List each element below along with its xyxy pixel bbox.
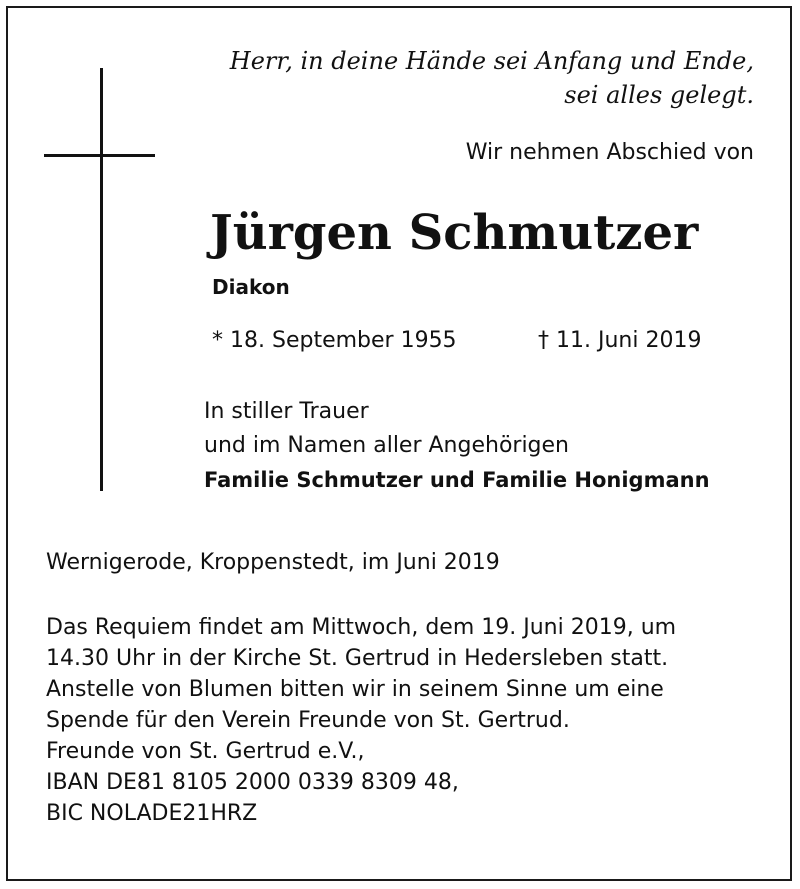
verse-line-1: Herr, in deine Hände sei Anfang und Ende, [229, 47, 754, 75]
notice-line: Spende für den Verein Freunde von St. Gertrud. [46, 708, 570, 733]
mourners-families: Familie Schmutzer und Familie Honigmann [204, 468, 710, 492]
cross-vertical-bar [100, 68, 103, 491]
cross-horizontal-bar [44, 154, 155, 157]
notice-line: Anstelle von Blumen bitten wir in seinem Sinne um eine [46, 677, 664, 702]
verse-line-2: sei alles gelegt. [564, 81, 754, 109]
mourners-block [204, 395, 710, 497]
place-and-date: Wernigerode, Kroppenstedt, im Juni 2019 [46, 550, 500, 575]
notice-line: IBAN DE81 8105 2000 0339 8309 48, [46, 770, 459, 795]
bible-verse [230, 44, 754, 112]
notice-line: 14.30 Uhr in der Kirche St. Gertrud in Hedersleben statt. [46, 646, 669, 671]
deceased-name: Jürgen Schmutzer [210, 205, 699, 261]
notice-line: Freunde von St. Gertrud e.V., [46, 739, 365, 764]
notice-line: BIC NOLADE21HRZ [46, 801, 258, 826]
notice-line: Das Requiem findet am Mittwoch, dem 19. Juni 2019, um [46, 615, 677, 640]
death-date: † 11. Juni 2019 [538, 328, 702, 353]
mourners-line-2: und im Namen aller Angehörigen [204, 433, 569, 458]
deceased-title: Diakon [212, 275, 290, 299]
farewell-heading: Wir nehmen Abschied von [465, 140, 754, 165]
birth-date: * 18. September 1955 [212, 328, 457, 353]
service-notice [46, 612, 676, 829]
mourners-line-1: In stiller Trauer [204, 399, 369, 424]
